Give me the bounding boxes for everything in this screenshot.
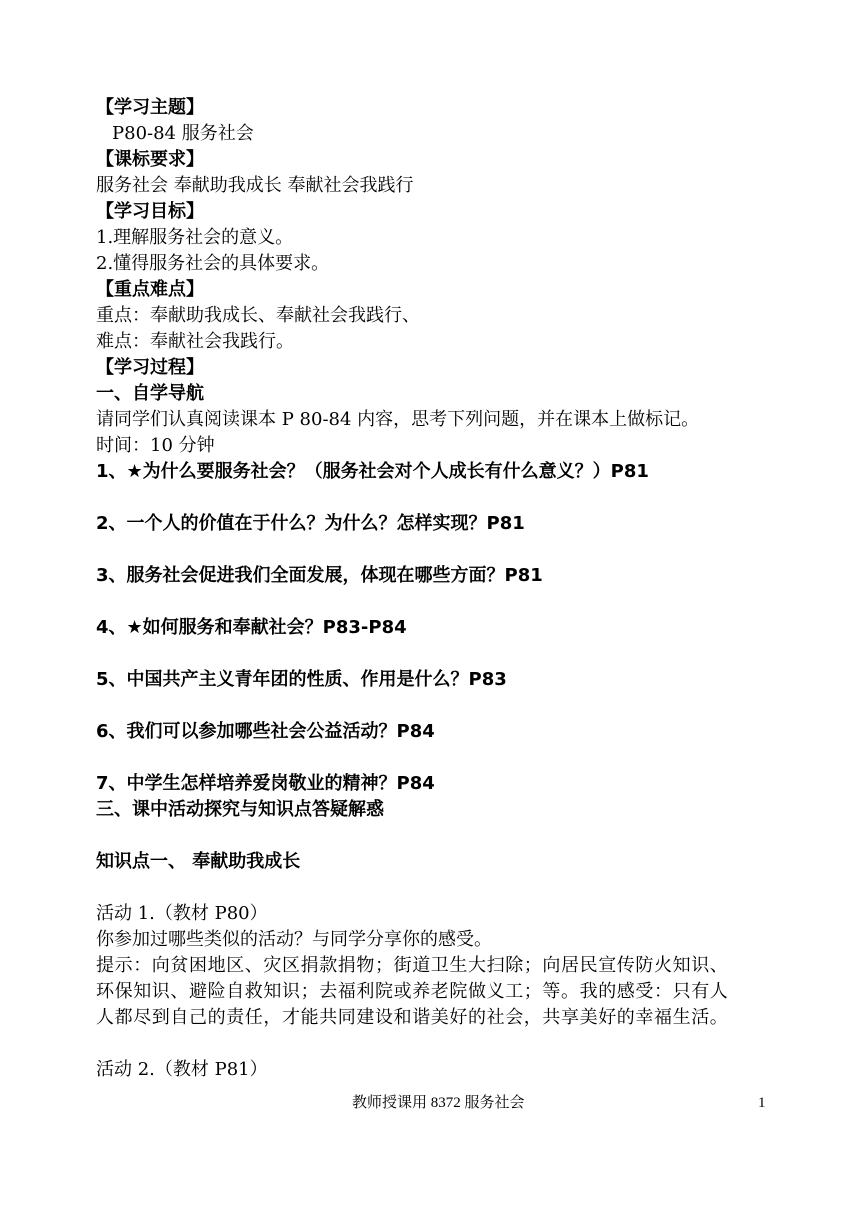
goal-item: 1.理解服务社会的意义。 [96, 227, 294, 248]
section1-time: 时间：10 分钟 [96, 435, 215, 456]
standard-heading: 【课标要求】 [96, 149, 204, 170]
knowledge-point-heading: 知识点一、 奉献助我成长 [96, 851, 301, 872]
difficulty-text: 难点：奉献社会我践行。 [96, 331, 294, 352]
goals-heading: 【学习目标】 [96, 201, 204, 222]
footer-text: 教师授课用 8372 服务社会 [352, 1095, 525, 1111]
keypoints-heading: 【重点难点】 [96, 279, 204, 300]
question-item: 4、★如何服务和奉献社会？P83-P84 [96, 617, 407, 638]
question-item: 3、服务社会促进我们全面发展，体现在哪些方面？P81 [96, 565, 543, 586]
activity1-title: 活动 1.（教材 P80） [96, 903, 268, 924]
activity1-hint-line: 人都尽到自己的责任，才能共同建设和谐美好的社会，共享美好的幸福生活。 [96, 1007, 729, 1028]
section3-heading: 三、课中活动探究与知识点答疑解惑 [96, 799, 384, 820]
theme-text: P80-84 服务社会 [112, 123, 254, 144]
keypoint-text: 重点：奉献助我成长、奉献社会我践行、 [96, 305, 420, 326]
theme-heading: 【学习主题】 [96, 97, 204, 118]
section1-heading: 一、自学导航 [96, 383, 204, 404]
question-item: 2、一个人的价值在于什么？为什么？怎样实现？P81 [96, 513, 525, 534]
question-item: 7、中学生怎样培养爱岗敬业的精神？P84 [96, 773, 435, 794]
activity2-title: 活动 2.（教材 P81） [96, 1059, 268, 1080]
process-heading: 【学习过程】 [96, 357, 204, 378]
activity1-hint-line: 提示：向贫困地区、灾区捐款捐物；街道卫生大扫除；向居民宣传防火知识、 [96, 955, 729, 976]
section1-instruction: 请同学们认真阅读课本 P 80-84 内容，思考下列问题，并在课本上做标记。 [96, 409, 700, 430]
question-item: 6、我们可以参加哪些社会公益活动？P84 [96, 721, 435, 742]
question-item: 1、★为什么要服务社会？（服务社会对个人成长有什么意义？）P81 [96, 461, 649, 482]
activity1-hint-line: 环保知识、避险自救知识；去福利院或养老院做义工；等。我的感受：只有人 [96, 981, 729, 1002]
page-number: 1 [758, 1095, 766, 1111]
question-item: 5、中国共产主义青年团的性质、作用是什么？P83 [96, 669, 507, 690]
goal-item: 2.懂得服务社会的具体要求。 [96, 253, 330, 274]
standard-text: 服务社会 奉献助我成长 奉献社会我践行 [96, 175, 414, 196]
activity1-question: 你参加过哪些类似的活动？与同学分享你的感受。 [96, 929, 492, 950]
